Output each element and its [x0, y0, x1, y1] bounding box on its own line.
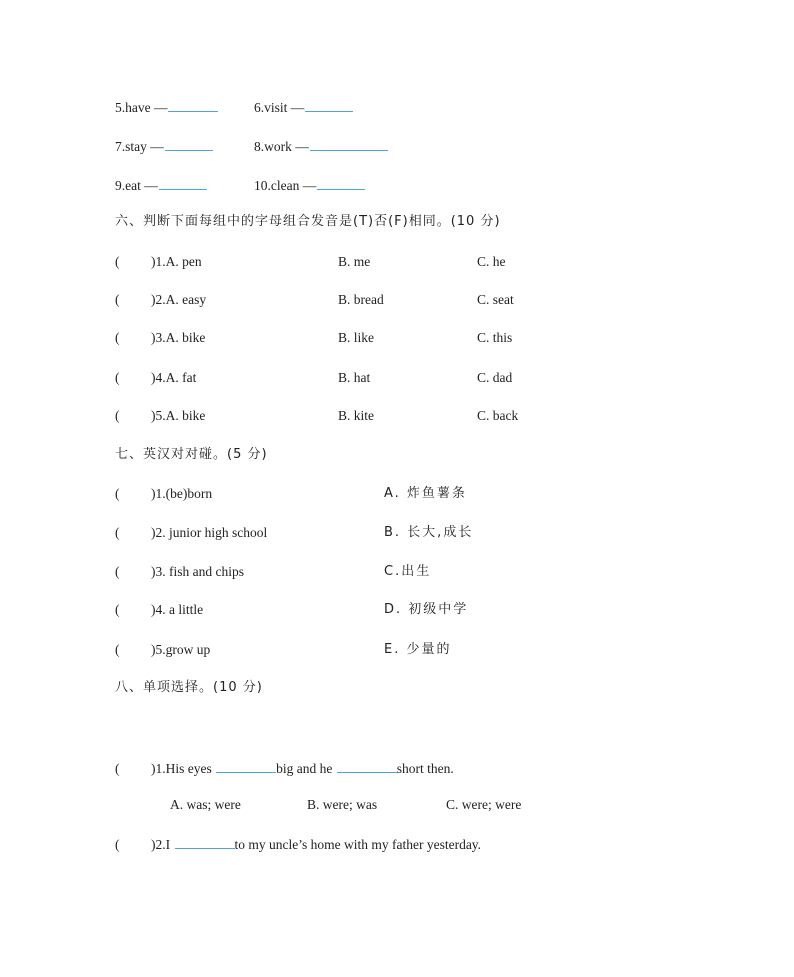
option-b: B. me — [338, 254, 371, 269]
answer-blank[interactable] — [175, 835, 235, 849]
phonics-row-1: ( )1.A. pen — [115, 254, 202, 269]
section-8-title: 八、单项选择。(10 分) — [115, 680, 263, 695]
match-option-e: E. 少量的 — [384, 642, 452, 657]
section-7-title: 七、英汉对对碰。(5 分) — [115, 447, 268, 462]
match-option-d: D. 初级中学 — [384, 602, 469, 617]
option-b: B. like — [338, 330, 374, 345]
phonics-row-4: ( )4.A. fat — [115, 370, 197, 385]
mc-option-c: C. were; were — [446, 797, 522, 812]
option-c: C. he — [477, 254, 506, 269]
mc-question-1: ( )1.His eyes big and he short then. — [115, 761, 454, 776]
match-row-3: ( )3. fish and chips — [115, 564, 244, 579]
match-row-1: ( )1.(be)born — [115, 486, 213, 501]
phonics-row-5: ( )5.A. bike — [115, 408, 206, 423]
answer-blank[interactable] — [317, 176, 365, 190]
option-b: B. kite — [338, 408, 374, 423]
match-option-b: B. 长大,成长 — [384, 525, 474, 540]
option-c: C. back — [477, 408, 519, 423]
mc-option-b: B. were; was — [307, 797, 378, 812]
option-b: B. bread — [338, 292, 384, 307]
match-row-4: ( )4. a little — [115, 602, 204, 617]
option-c: C. dad — [477, 370, 513, 385]
match-option-a: A. 炸鱼薯条 — [384, 486, 467, 501]
mc-option-a: A. was; were — [170, 797, 241, 812]
answer-blank[interactable] — [310, 137, 388, 151]
mc-question-2: ( )2.I to my uncle’s home with my father yesterday. — [115, 837, 482, 852]
match-option-c: C.出生 — [384, 564, 432, 579]
answer-blank[interactable] — [165, 137, 213, 151]
match-row-2: ( )2. junior high school — [115, 525, 268, 540]
phonics-row-2: ( )2.A. easy — [115, 292, 207, 307]
match-row-5: ( )5.grow up — [115, 642, 211, 657]
option-c: C. seat — [477, 292, 514, 307]
verb-item-10: 10.clean — — [254, 176, 365, 194]
answer-blank[interactable] — [337, 759, 397, 773]
verb-item-7: 7.stay — — [115, 137, 213, 155]
answer-blank[interactable] — [216, 759, 276, 773]
answer-blank[interactable] — [168, 98, 218, 112]
option-c: C. this — [477, 330, 513, 345]
verb-item-9: 9.eat — — [115, 176, 207, 194]
phonics-row-3: ( )3.A. bike — [115, 330, 206, 345]
answer-blank[interactable] — [159, 176, 207, 190]
option-b: B. hat — [338, 370, 371, 385]
answer-blank[interactable] — [305, 98, 353, 112]
verb-item-6: 6.visit — — [254, 98, 353, 116]
verb-item-5: 5.have — — [115, 98, 218, 116]
verb-item-8: 8.work — — [254, 137, 388, 155]
section-6-title: 六、判断下面每组中的字母组合发音是(T)否(F)相同。(10 分) — [115, 214, 501, 229]
